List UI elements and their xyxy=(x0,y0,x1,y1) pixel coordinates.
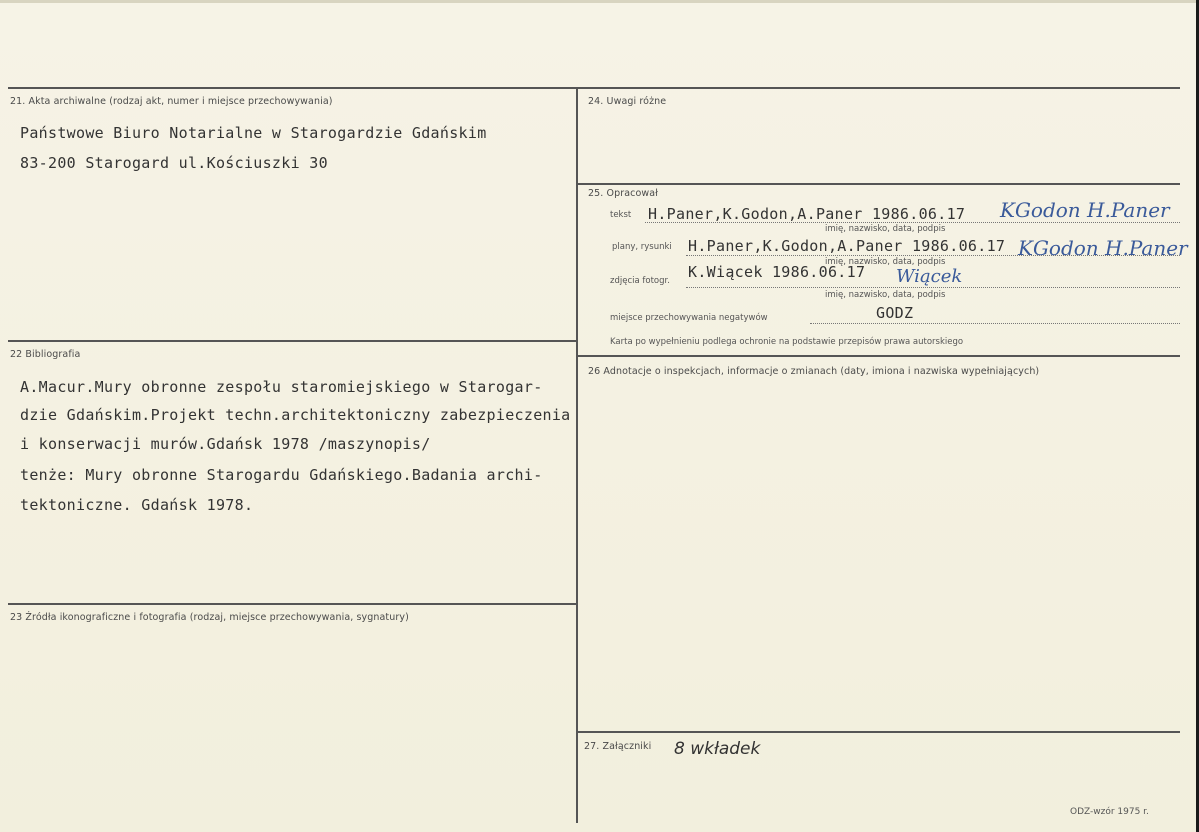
tekst-label: tekst xyxy=(610,210,632,220)
signature-zdjecia: Wiącek xyxy=(896,266,963,287)
section-22-label: 22 Bibliografia xyxy=(10,349,81,360)
divider-22-23 xyxy=(8,603,576,605)
tekst-value: H.Paner,K.Godon,A.Paner 1986.06.17 xyxy=(648,205,966,223)
plany-label: plany, rysunki xyxy=(612,242,672,252)
bibliography-line: A.Macur.Mury obronne zespołu staromiejskiego w Starogar- xyxy=(20,378,543,396)
top-edge xyxy=(0,0,1199,3)
negatywy-label: miejsce przechowywania negatywów xyxy=(610,313,768,323)
attachments-value: 8 wkładek xyxy=(674,739,761,759)
tekst-caption: imię, nazwisko, data, podpis xyxy=(825,224,946,234)
divider-21-22 xyxy=(8,340,576,342)
form-code: ODZ-wzór 1975 r. xyxy=(1070,807,1149,817)
divider-26-27 xyxy=(578,731,1180,733)
bibliography-line: dzie Gdańskim.Projekt techn.architektoniczny zabezpieczenia xyxy=(20,406,571,424)
plany-caption: imię, nazwisko, data, podpis xyxy=(825,257,946,267)
section-24-label: 24. Uwagi różne xyxy=(588,96,667,107)
bibliography-line: tektoniczne. Gdańsk 1978. xyxy=(20,496,254,514)
tekst-underline xyxy=(645,222,1180,223)
divider-25-26 xyxy=(578,355,1180,357)
signature-tekst: KGodon H.Paner xyxy=(1000,198,1170,222)
bibliography-line: tenże: Mury obronne Starogardu Gdańskiego.Badania archi- xyxy=(20,466,543,484)
zdjecia-underline xyxy=(686,287,1180,288)
bibliography-line: i konserwacji murów.Gdańsk 1978 /maszynopis/ xyxy=(20,435,431,453)
zdjecia-caption: imię, nazwisko, data, podpis xyxy=(825,290,946,300)
section-23-label: 23 Źródła ikonograficzne i fotografia (rodzaj, miejsce przechowywania, sygnatury) xyxy=(10,612,409,623)
section-26-label: 26 Adnotacje o inspekcjach, informacje o zmianach (daty, imiona i nazwiska wypełniających) xyxy=(588,366,1040,377)
divider-24-25 xyxy=(578,183,1180,185)
copyright-note: Karta po wypełnieniu podlega ochronie na podstawie przepisów prawa autorskiego xyxy=(610,337,964,347)
section-21-label: 21. Akta archiwalne (rodzaj akt, numer i miejsce przechowywania) xyxy=(10,96,333,107)
signature-plany: KGodon H.Paner xyxy=(1018,236,1188,260)
negatywy-value: GODZ xyxy=(876,304,914,322)
section-21-line-1: Państwowe Biuro Notarialne w Starogardzie Gdańskim xyxy=(20,124,487,142)
negatywy-underline xyxy=(810,323,1180,324)
plany-value: H.Paner,K.Godon,A.Paner 1986.06.17 xyxy=(688,237,1006,255)
center-divider xyxy=(576,88,578,823)
zdjecia-label: zdjęcia fotogr. xyxy=(610,276,670,286)
section-25-label: 25. Opracował xyxy=(588,188,658,199)
section-27-label: 27. Załączniki xyxy=(584,741,652,752)
section-21-line-2: 83-200 Starogard ul.Kościuszki 30 xyxy=(20,154,328,172)
top-rule xyxy=(8,87,1180,89)
zdjecia-value: K.Wiącek 1986.06.17 xyxy=(688,263,866,281)
